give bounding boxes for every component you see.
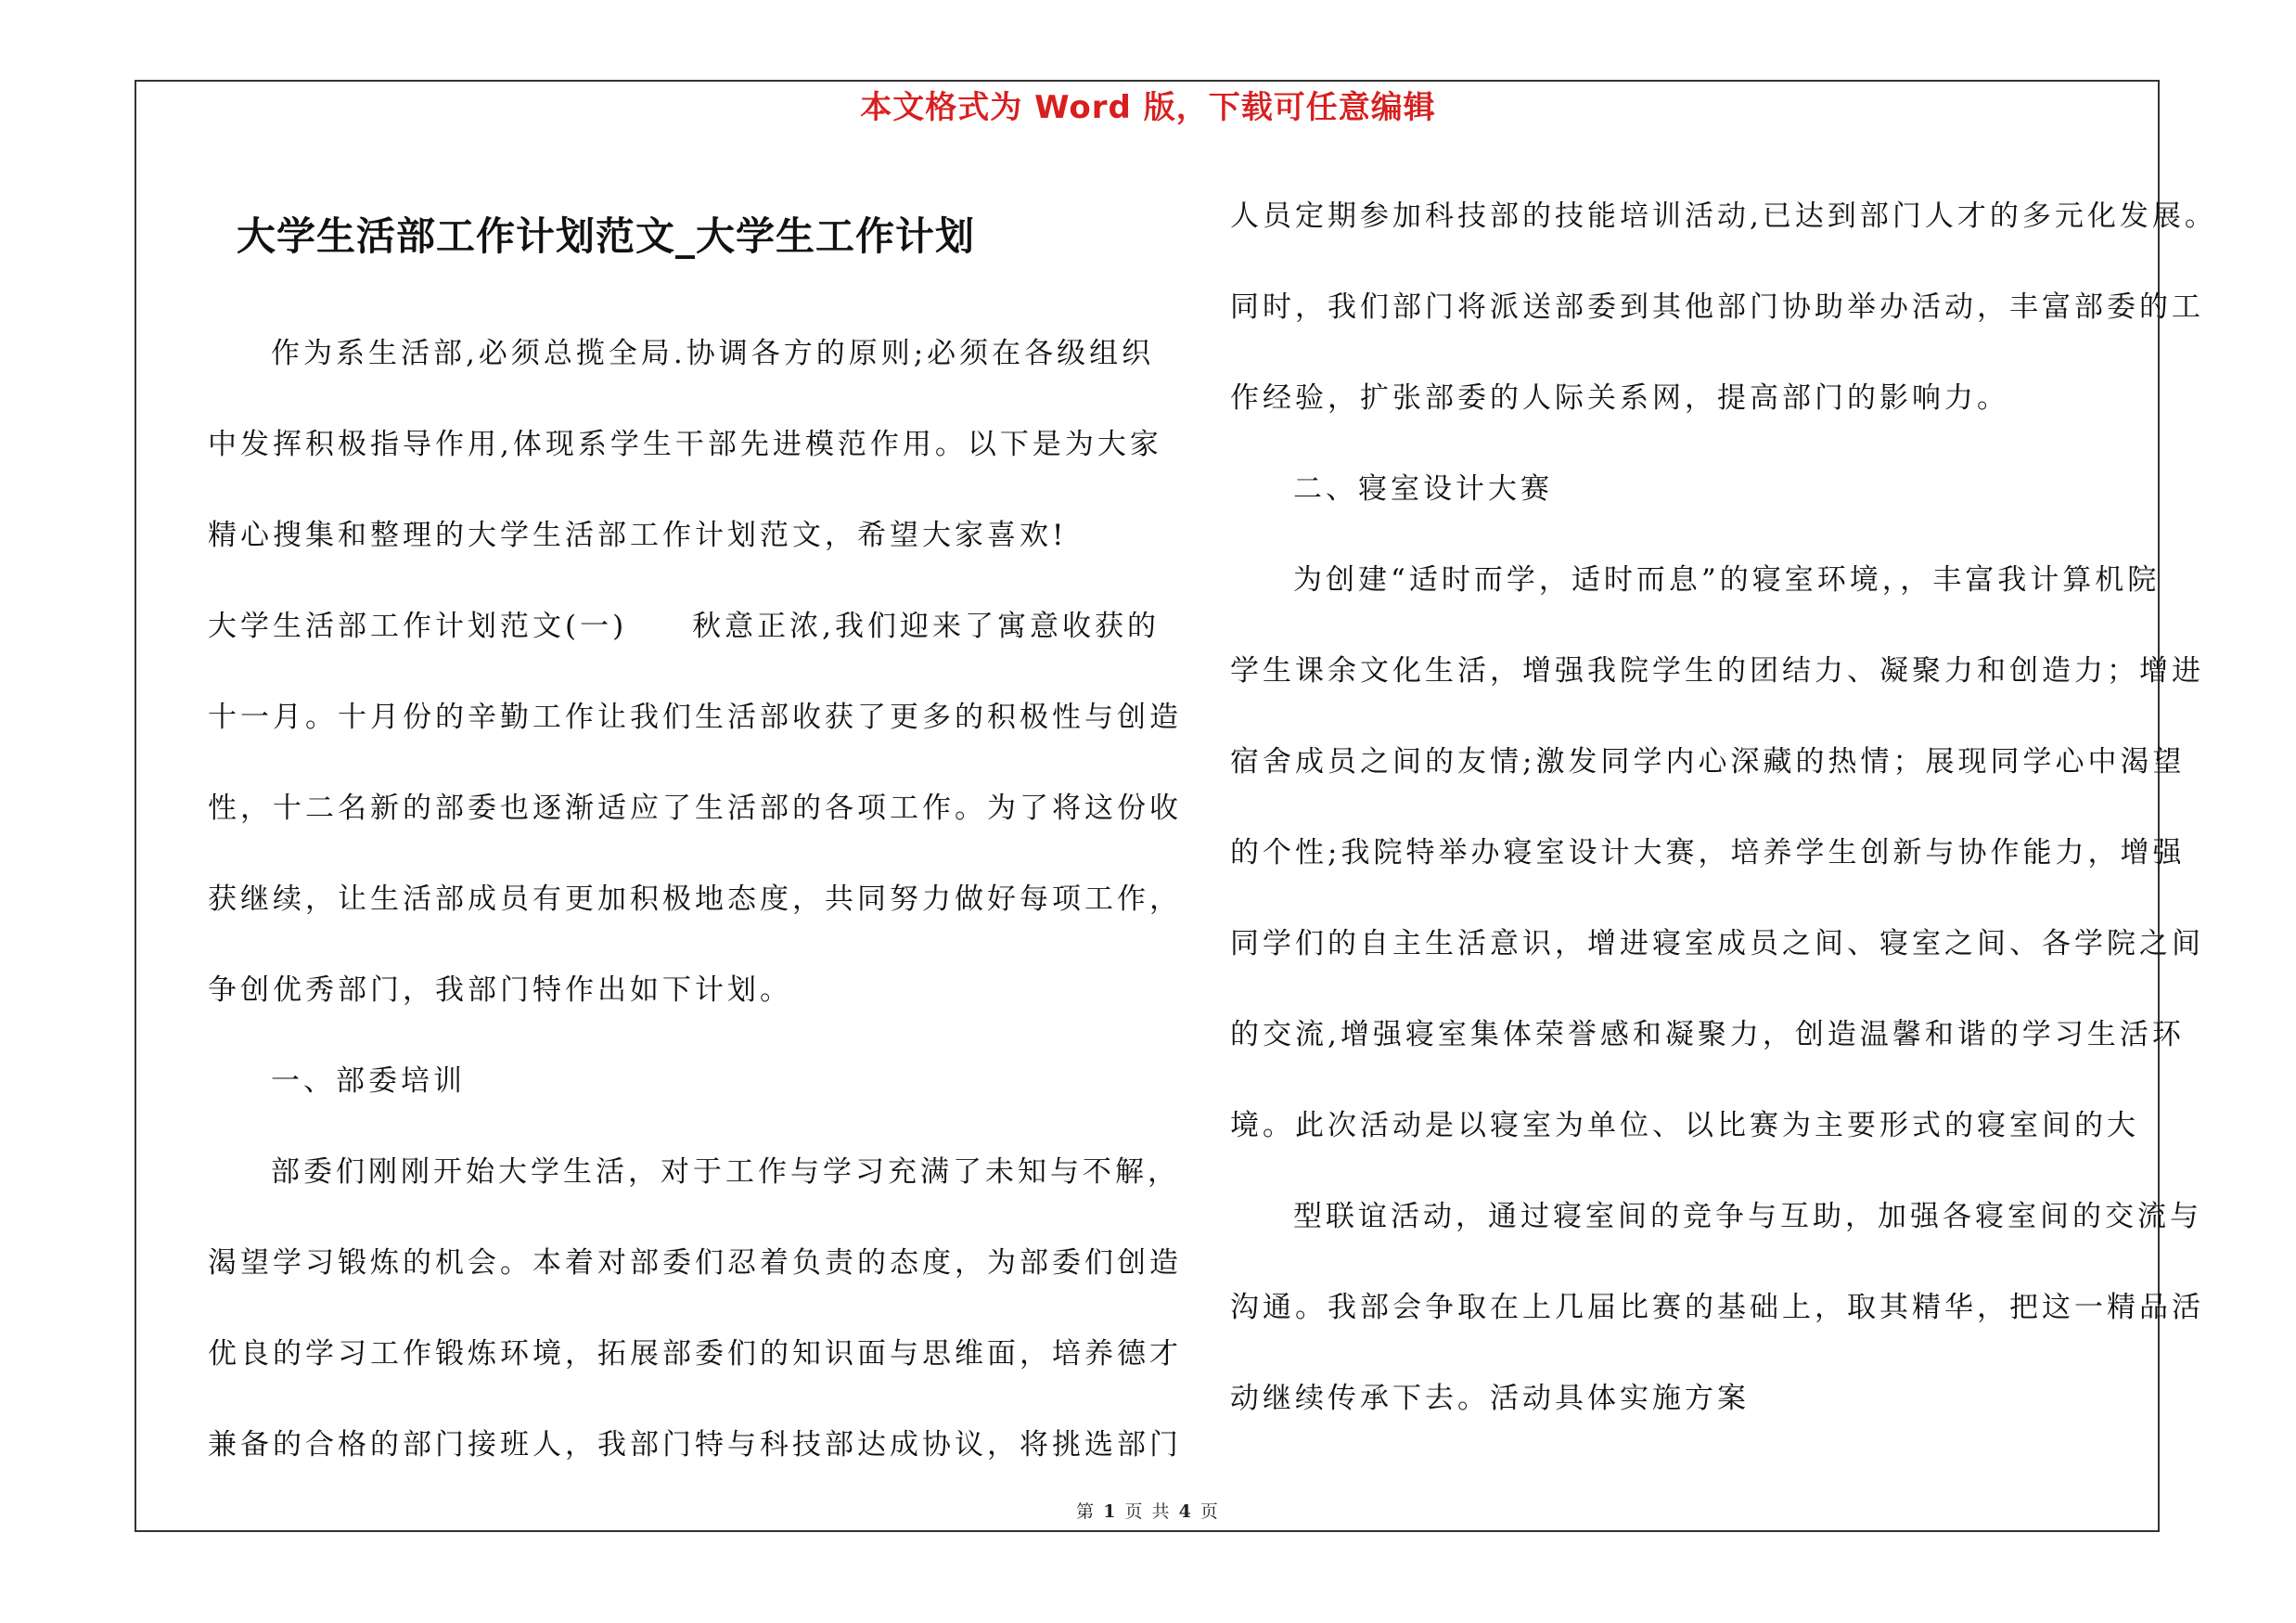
left-line-11: 渴望学习锻炼的机会。本着对部委们忍着负责的态度，为部委们创造 <box>208 1246 1182 1280</box>
page-number-footer <box>0 1498 2296 1523</box>
left-line-12: 优良的学习工作锻炼环境，拓展部委们的知识面与思维面，培养德才 <box>208 1337 1182 1371</box>
left-line-3: 精心搜集和整理的大学生活部工作计划范文，希望大家喜欢! <box>208 519 1068 552</box>
footer-suffix: 页 <box>1199 1501 1220 1522</box>
right-line-11: 境。此次活动是以寝室为单位、以比赛为主要形式的寝室间的大 <box>1230 1109 2139 1142</box>
right-line-9: 同学们的自主生活意识，增进寝室成员之间、寝室之间、各学院之间 <box>1230 927 2204 960</box>
right-line-2: 同时，我们部门将派送部委到其他部门协助举办活动，丰富部委的工 <box>1230 290 2204 324</box>
document-title: 大学生活部工作计划范文_大学生工作计划 <box>237 213 976 259</box>
left-line-6: 性，十二名新的部委也逐渐适应了生活部的各项工作。为了将这份收 <box>208 792 1182 825</box>
left-line-13: 兼备的合格的部门接班人，我部门特与科技部达成协议，将挑选部门 <box>208 1428 1182 1462</box>
left-line-10: 部委们刚刚开始大学生活，对于工作与学习充满了未知与不解， <box>271 1155 1180 1189</box>
right-line-1: 人员定期参加科技部的技能培训活动,已达到部门人才的多元化发展。 <box>1230 200 2217 233</box>
right-line-3: 作经验，扩张部委的人际关系网，提高部门的影响力。 <box>1230 381 2009 415</box>
right-line-13: 沟通。我部会争取在上几届比赛的基础上，取其精华，把这一精品活 <box>1230 1291 2204 1324</box>
footer-total: 4 <box>1178 1501 1193 1522</box>
right-line-14: 动继续传承下去。活动具体实施方案 <box>1230 1382 1750 1415</box>
left-line-5: 十一月。十月份的辛勤工作让我们生活部收获了更多的积极性与创造 <box>208 701 1182 734</box>
section-heading-dorm-contest: 二、寝室设计大赛 <box>1293 472 1553 506</box>
left-line-7: 获继续，让生活部成员有更加积极地态度，共同努力做好每项工作， <box>208 882 1182 916</box>
left-line-2: 中发挥积极指导作用,体现系学生干部先进模范作用。以下是为大家 <box>208 428 1162 461</box>
left-line-4: 大学生活部工作计划范文(一) 秋意正浓,我们迎来了寓意收获的 <box>208 610 1161 643</box>
right-line-5: 为创建“适时而学，适时而息”的寝室环境，，丰富我计算机院 <box>1293 563 2161 597</box>
section-heading-training: 一、部委培训 <box>271 1064 466 1098</box>
footer-page: 1 <box>1103 1501 1118 1522</box>
right-line-8: 的个性;我院特举办寝室设计大赛，培养学生创新与协作能力，增强 <box>1230 836 2186 869</box>
left-line-8: 争创优秀部门，我部门特作出如下计划。 <box>208 973 792 1007</box>
right-line-10: 的交流,增强寝室集体荣誉感和凝聚力，创造温馨和谐的学习生活环 <box>1230 1018 2185 1051</box>
footer-prefix: 第 <box>1076 1501 1097 1522</box>
format-banner: 本文格式为 Word 版，下载可任意编辑 <box>860 89 1436 126</box>
footer-middle: 页 共 <box>1124 1501 1172 1522</box>
right-line-6: 学生课余文化生活，增强我院学生的团结力、凝聚力和创造力；增进 <box>1230 654 2204 688</box>
right-line-7: 宿舍成员之间的友情;激发同学内心深藏的热情；展现同学心中渴望 <box>1230 745 2186 779</box>
right-line-12: 型联谊活动，通过寝室间的竞争与互助，加强各寝室间的交流与 <box>1293 1200 2202 1233</box>
left-line-1: 作为系生活部,必须总揽全局.协调各方的原则;必须在各级组织 <box>271 337 1155 370</box>
